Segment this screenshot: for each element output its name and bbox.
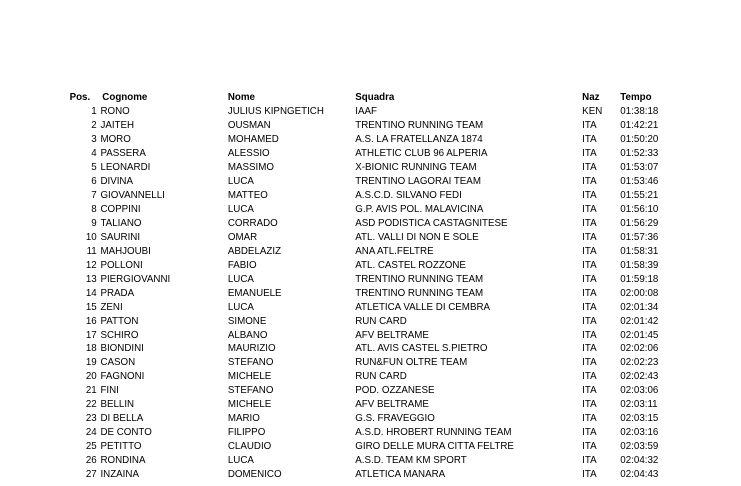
table-row [0,341,689,355]
row-nation: ITA [582,328,597,341]
row-team: RUN CARD [355,370,407,383]
row-team: TRENTINO RUNNING TEAM [355,118,484,131]
row-time: 01:57:36 [620,230,659,243]
row-nation: ITA [582,244,597,257]
row-team: ASD PODISTICA CASTAGNITESE [355,216,508,229]
row-team: A.S. LA FRATELLANZA 1874 [355,132,483,145]
row-position: 1 [91,105,97,117]
row-surname: BIONDINI [100,342,144,355]
row-time: 01:58:31 [620,244,659,257]
row-team: AFV BELTRAME [355,398,429,411]
row-nation: ITA [582,202,597,215]
results-header-row [0,90,689,104]
row-team: GIRO DELLE MURA CITTA FELTRE [355,440,514,453]
row-position: 20 [85,370,97,383]
table-row [0,188,689,202]
header-position: Pos. [69,91,91,103]
table-row [0,383,689,397]
row-time: 02:04:32 [620,454,659,467]
row-surname: SAURINI [100,230,141,243]
header-team: Squadra [355,91,395,103]
row-nation: ITA [582,342,597,355]
row-surname: FINI [100,384,119,397]
row-team: A.S.D. TEAM KM SPORT [355,454,467,467]
table-row [0,216,689,230]
row-time: 01:50:20 [620,132,659,145]
row-position: 2 [91,118,97,131]
row-time: 02:00:08 [620,286,659,299]
header-name: Nome [227,91,255,103]
row-time: 02:01:45 [620,328,659,341]
row-position: 4 [91,146,97,159]
row-surname: BELLIN [100,398,135,411]
row-position: 10 [85,230,97,243]
row-surname: RONDINA [100,454,146,467]
row-team: RUN&FUN OLTRE TEAM [355,356,468,369]
row-position: 5 [91,160,97,173]
row-nation: ITA [582,356,597,369]
row-position: 19 [85,356,97,369]
row-time: 01:53:46 [620,174,659,187]
row-time: 02:03:11 [620,398,658,411]
row-name: JULIUS KIPNGETICH [227,105,324,117]
row-position: 23 [85,412,97,425]
row-name: SIMONE [227,314,267,327]
row-position: 7 [91,188,97,201]
table-row [0,411,689,425]
row-time: 01:59:18 [620,272,659,285]
row-name: MASSIMO [227,160,274,173]
table-row [0,118,689,132]
row-surname: GIOVANNELLI [100,188,165,201]
table-row [0,355,689,369]
row-name: MARIO [227,412,260,425]
table-row [0,439,689,453]
row-position: 18 [85,342,97,355]
row-time: 01:56:10 [620,202,659,215]
row-time: 01:55:21 [620,188,659,201]
row-team: ANA ATL.FELTRE [355,244,434,257]
row-name: FABIO [227,258,257,271]
row-team: ATLETICA VALLE DI CEMBRA [355,300,491,313]
header-time: Tempo [620,91,652,103]
row-team: ATL. CASTEL ROZZONE [355,258,466,271]
row-nation: ITA [582,216,597,229]
row-position: 27 [85,468,97,481]
row-team: ATLETICA MANARA [355,468,446,481]
row-nation: KEN [582,105,603,117]
row-position: 3 [91,132,97,145]
row-surname: SCHIRO [100,328,139,341]
row-surname: RONO [100,105,130,117]
row-surname: CASON [100,356,136,369]
table-row [0,328,689,342]
row-name: OMAR [227,230,258,243]
row-position: 25 [85,440,97,453]
row-time: 02:01:42 [620,314,659,327]
row-name: LUCA [227,272,254,285]
row-team: G.S. FRAVEGGIO [355,412,435,425]
row-team: ATHLETIC CLUB 96 ALPERIA [355,146,488,159]
row-nation: ITA [582,412,597,425]
row-name: MATTEO [227,188,268,201]
row-name: LUCA [227,202,254,215]
row-surname: TALIANO [100,216,142,229]
row-position: 22 [85,398,97,411]
table-row [0,369,689,383]
row-surname: MAHJOUBI [100,244,151,257]
row-name: MOHAMED [227,132,279,145]
row-position: 11 [86,244,97,257]
row-nation: ITA [582,384,597,397]
row-nation: ITA [582,440,597,453]
row-surname: JAITEH [100,118,135,131]
row-time: 02:02:23 [620,356,659,369]
row-team: TRENTINO RUNNING TEAM [355,286,484,299]
row-surname: DI BELLA [100,412,144,425]
row-surname: PETITTO [100,440,142,453]
row-time: 01:42:21 [620,118,659,131]
row-surname: COPPINI [100,202,141,215]
table-row [0,146,689,160]
row-team: TRENTINO RUNNING TEAM [355,272,484,285]
row-name: ALBANO [227,328,268,341]
row-nation: ITA [582,132,597,145]
row-team: A.S.C.D. SILVANO FEDI [355,188,462,201]
row-nation: ITA [582,160,597,173]
row-time: 02:03:06 [620,384,659,397]
table-row [0,244,689,258]
row-name: LUCA [227,454,254,467]
table-row [0,160,689,174]
row-surname: PATTON [100,314,139,327]
row-name: MAURIZIO [227,342,276,355]
row-position: 24 [85,426,97,439]
row-nation: ITA [582,230,597,243]
row-team: G.P. AVIS POL. MALAVICINA [355,202,484,215]
row-name: FILIPPO [227,426,266,439]
row-name: MICHELE [227,370,272,383]
row-surname: PIERGIOVANNI [100,272,171,285]
row-surname: PRADA [100,286,135,299]
row-time: 02:02:06 [620,342,659,355]
row-position: 26 [85,454,97,467]
table-row [0,174,689,188]
row-position: 8 [91,202,97,215]
row-time: 02:01:34 [620,300,659,313]
row-nation: ITA [582,146,597,159]
row-time: 01:53:07 [620,160,659,173]
row-surname: INZAINA [100,468,139,481]
row-team: POD. OZZANESE [355,384,435,397]
row-team: A.S.D. HROBERT RUNNING TEAM [355,426,512,439]
row-name: STEFANO [227,384,274,397]
row-name: EMANUELE [227,286,282,299]
row-team: ATL. VALLI DI NON E SOLE [355,230,479,243]
row-nation: ITA [582,454,597,467]
row-surname: LEONARDI [100,160,151,173]
table-row [0,104,689,118]
row-nation: ITA [582,398,597,411]
row-name: DOMENICO [227,468,282,481]
table-row [0,202,689,216]
row-nation: ITA [582,314,597,327]
table-row [0,132,689,146]
row-nation: ITA [582,370,597,383]
row-team: TRENTINO LAGORAI TEAM [355,174,481,187]
row-surname: MORO [100,132,131,145]
table-row [0,258,689,272]
row-position: 9 [91,216,97,229]
row-time: 01:58:39 [620,258,659,271]
table-row [0,314,689,328]
row-nation: ITA [582,286,597,299]
row-surname: PASSERA [100,146,146,159]
row-time: 01:38:18 [620,105,659,117]
row-time: 02:02:43 [620,370,659,383]
table-row [0,453,689,467]
row-surname: POLLONI [100,258,143,271]
row-name: CORRADO [227,216,278,229]
row-time: 02:04:43 [620,468,659,481]
row-time: 02:03:16 [620,426,659,439]
row-position: 15 [85,300,97,313]
row-time: 02:03:15 [620,412,659,425]
row-nation: ITA [582,118,597,131]
row-name: LUCA [227,300,254,313]
row-nation: ITA [582,188,597,201]
row-position: 13 [85,272,97,285]
row-name: ABDELAZIZ [227,244,282,257]
row-nation: ITA [582,468,597,481]
row-nation: ITA [582,300,597,313]
row-surname: FAGNONI [100,370,145,383]
row-team: RUN CARD [355,314,407,327]
row-name: MICHELE [227,398,272,411]
row-nation: ITA [582,258,597,271]
row-surname: DE CONTO [100,426,152,439]
row-name: OUSMAN [227,118,271,131]
row-team: IAAF [355,105,377,117]
row-team: X-BIONIC RUNNING TEAM [355,160,477,173]
row-name: CLAUDIO [227,440,272,453]
table-row [0,286,689,300]
row-position: 21 [85,384,97,397]
table-row [0,425,689,439]
row-position: 6 [91,174,97,187]
row-position: 16 [85,314,97,327]
row-nation: ITA [582,426,597,439]
table-row [0,230,689,244]
header-surname: Cognome [102,91,148,103]
table-row [0,300,689,314]
row-name: ALESSIO [227,146,270,159]
row-team: ATL. AVIS CASTEL S.PIETRO [355,342,488,355]
header-nation: Naz [582,91,600,103]
table-row [0,467,689,481]
row-time: 01:56:29 [620,216,659,229]
row-name: STEFANO [227,356,274,369]
row-surname: ZENI [100,300,123,313]
row-nation: ITA [582,174,597,187]
row-team: AFV BELTRAME [355,328,429,341]
table-row [0,272,689,286]
row-surname: DIVINA [100,174,134,187]
row-time: 01:52:33 [620,146,659,159]
row-position: 12 [85,258,97,271]
row-name: LUCA [227,174,254,187]
table-row [0,397,689,411]
row-position: 17 [85,328,97,341]
row-time: 02:03:59 [620,440,659,453]
row-position: 14 [85,286,97,299]
row-nation: ITA [582,272,597,285]
